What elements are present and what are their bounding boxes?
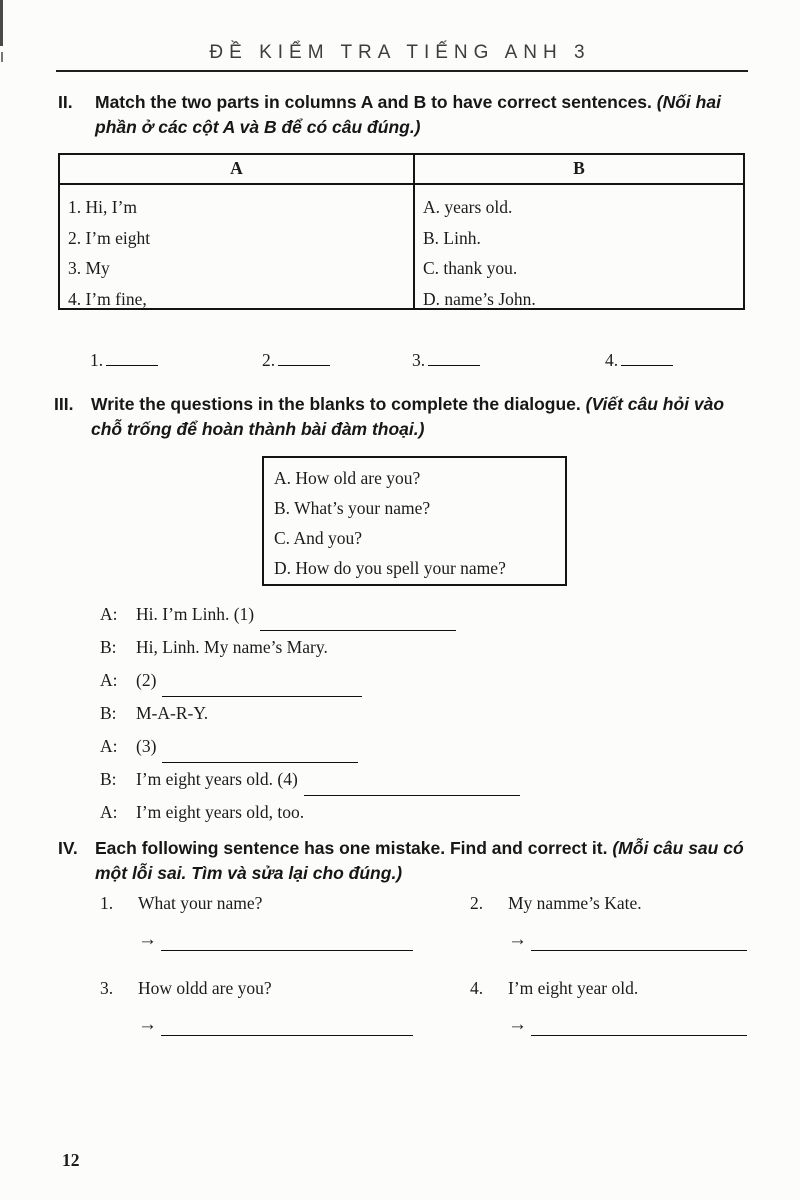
item-text: I’m eight year old. [508, 978, 639, 998]
answer-label: 4. [605, 350, 619, 370]
item-number: 2. [470, 893, 484, 913]
dialogue-blank-4 [304, 769, 520, 796]
correction-line [531, 928, 747, 951]
dialogue-line [100, 598, 740, 631]
answer-blank-4 [605, 348, 673, 371]
item-fix-row [100, 999, 760, 1063]
dialogue-text: (2) [136, 670, 157, 690]
answer-blank-1 [90, 348, 158, 371]
match-answer-row [0, 348, 800, 374]
speaker-label: A: [100, 736, 118, 756]
dialogue-line [100, 664, 740, 697]
correction-answer-4 [470, 999, 750, 1063]
fix-line [100, 928, 413, 952]
item-row [100, 893, 760, 914]
section-3-instruction-en: Write the questions in the blanks to complete the dialogue. [91, 394, 581, 414]
section-4-instruction-vi: (Mỗi câu sau có một lỗi sai. Tìm và sửa lại cho đúng.) [95, 838, 744, 883]
speaker-label: B: [100, 703, 117, 723]
option-d: D. How do you spell your name? [274, 558, 506, 578]
speaker-label: A: [100, 604, 118, 624]
speaker-label: B: [100, 769, 117, 789]
column-b-header: B [573, 158, 585, 178]
column-a-header: A [60, 155, 415, 183]
scan-edge-artifact [0, 0, 3, 46]
arrow-icon: → [138, 929, 157, 950]
correction-line [531, 1013, 747, 1036]
section-2-heading [58, 90, 753, 140]
dialogue-blank-3 [162, 736, 358, 763]
answer-blank-3 [412, 348, 480, 371]
item-text: How oldd are you? [138, 978, 272, 998]
option-c: C. And you? [274, 528, 362, 548]
section-3-instruction [91, 392, 753, 442]
table-row: B. Linh. [423, 227, 481, 248]
answer-label: 1. [90, 350, 104, 370]
fix-line [100, 1013, 413, 1037]
question-options-box [262, 456, 567, 586]
table-row: C. thank you. [423, 258, 518, 278]
table-row: A. years old. [423, 197, 513, 217]
dialogue [100, 598, 740, 829]
section-3-numeral: III. [54, 394, 74, 414]
section-2-instruction-vi: (Nối hai phần ở các cột A và B để có câu đúng.) [95, 92, 721, 137]
section-2-numeral: II. [58, 92, 73, 112]
dialogue-line [100, 631, 740, 664]
section-3-instruction-vi: (Viết câu hỏi vào chỗ trống để hoàn thành bài đàm thoại.) [91, 394, 725, 439]
correction-answer-1 [100, 914, 470, 978]
section-2-instruction [95, 90, 753, 140]
section-3-heading [54, 392, 753, 442]
option-a: A. How old are you? [274, 468, 421, 488]
option-b: B. What’s your name? [274, 498, 431, 518]
page-number: 12 [62, 1150, 80, 1170]
section-2-instruction-en: Match the two parts in columns A and B to have correct sentences. [95, 92, 652, 112]
correction-item-2 [470, 893, 750, 914]
answer-line [106, 348, 158, 366]
match-table-body [60, 185, 743, 310]
dialogue-text: I’m eight years old, too. [136, 802, 305, 822]
dialogue-line [100, 730, 740, 763]
answer-line [278, 348, 330, 366]
item-fix-row [100, 914, 760, 978]
title-rule [56, 70, 748, 72]
arrow-icon: → [508, 929, 527, 950]
column-a-cells [60, 185, 415, 310]
speaker-label: B: [100, 637, 117, 657]
correction-answer-2 [470, 914, 750, 978]
match-table-header [60, 155, 743, 185]
correction-line [161, 928, 413, 951]
correction-line [161, 1013, 413, 1036]
answer-blank-2 [262, 348, 330, 371]
match-table [58, 153, 745, 310]
dialogue-text: M-A-R-Y. [136, 703, 209, 723]
dialogue-text: Hi, Linh. My name’s Mary. [136, 637, 328, 657]
item-number: 4. [470, 978, 484, 998]
fix-line [470, 928, 747, 952]
table-row: 4. I’m fine, [68, 288, 147, 309]
item-text: My namme’s Kate. [508, 893, 642, 913]
section-4-numeral: IV. [58, 838, 78, 858]
dialogue-line [100, 697, 740, 730]
section-4-heading [58, 836, 753, 886]
table-row: D. name’s John. [423, 288, 536, 309]
column-b-cells [415, 185, 743, 310]
dialogue-line [100, 796, 740, 829]
fix-line [470, 1013, 747, 1037]
item-number: 1. [100, 893, 114, 913]
item-text: What your name? [138, 893, 263, 913]
correction-items [100, 893, 760, 1063]
speaker-label: A: [100, 670, 118, 690]
arrow-icon: → [138, 1014, 157, 1035]
answer-line [428, 348, 480, 366]
table-row: 3. My [68, 258, 110, 278]
answer-line [621, 348, 673, 366]
section-4-instruction [95, 836, 753, 886]
page-title: ĐỀ KIỂM TRA TIẾNG ANH 3 [209, 42, 591, 63]
item-number: 3. [100, 978, 114, 998]
table-row: 2. I’m eight [68, 227, 151, 248]
item-row [100, 978, 760, 999]
correction-item-1 [100, 893, 470, 914]
section-4-instruction-en: Each following sentence has one mistake. Find and correct it. [95, 838, 608, 858]
dialogue-blank-1 [260, 604, 456, 631]
dialogue-blank-2 [162, 670, 362, 697]
dialogue-text: I’m eight years old. (4) [136, 769, 298, 789]
answer-label: 3. [412, 350, 426, 370]
correction-item-4 [470, 978, 750, 999]
dialogue-text: Hi. I’m Linh. (1) [136, 604, 255, 624]
dialogue-line [100, 763, 740, 796]
arrow-icon: → [508, 1014, 527, 1035]
dialogue-text: (3) [136, 736, 157, 756]
correction-item-3 [100, 978, 470, 999]
speaker-label: A: [100, 802, 118, 822]
answer-label: 2. [262, 350, 276, 370]
correction-answer-3 [100, 999, 470, 1063]
table-row: 1. Hi, I’m [68, 197, 138, 217]
